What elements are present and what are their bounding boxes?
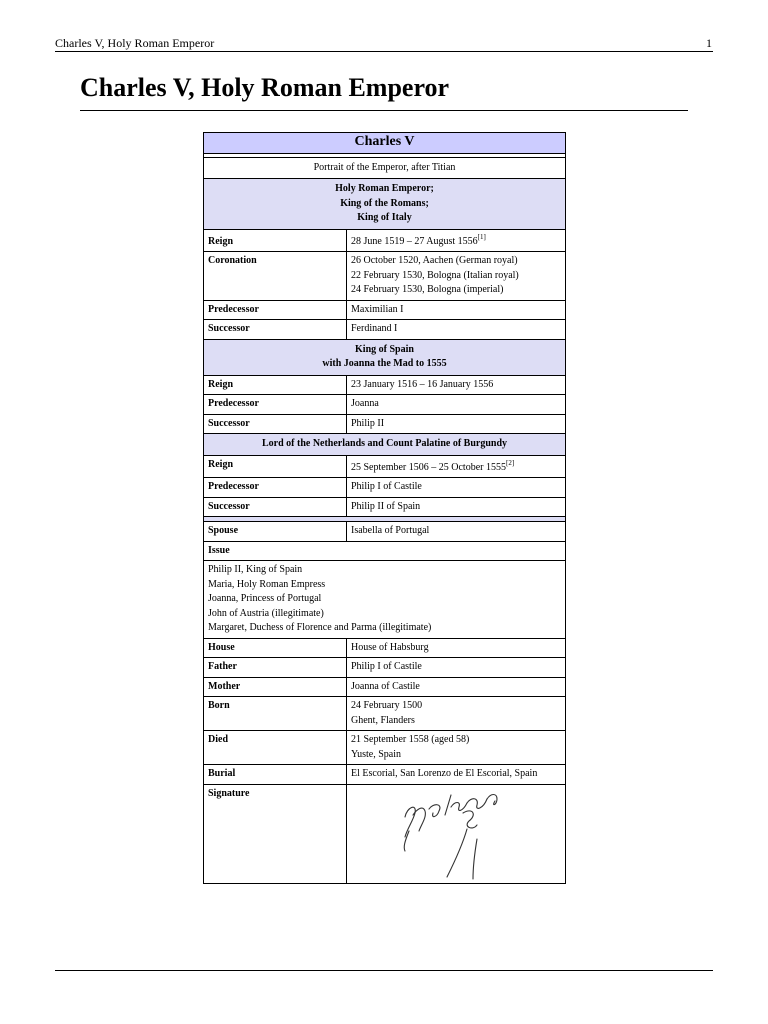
row-value: Joanna bbox=[347, 395, 566, 415]
section-title-line: King of Italy bbox=[357, 212, 412, 223]
row-value: Isabella of Portugal bbox=[347, 522, 566, 542]
row-value: Ferdinand I bbox=[347, 320, 566, 340]
image-caption: Portrait of the Emperor, after Titian bbox=[204, 157, 566, 179]
infobox-name: Charles V bbox=[204, 133, 566, 154]
section-title-line: Holy Roman Emperor; bbox=[335, 183, 434, 194]
issue-item: Maria, Holy Roman Empress bbox=[208, 578, 326, 590]
row-label: Predecessor bbox=[204, 478, 347, 498]
row-value bbox=[347, 697, 566, 731]
citation-link[interactable]: [2] bbox=[505, 458, 515, 467]
row-label: Reign bbox=[204, 375, 347, 395]
issue-item: John of Austria (illegitimate) bbox=[208, 607, 324, 619]
row-value: El Escorial, San Lorenzo de El Escorial, Spain bbox=[347, 765, 566, 785]
row-value: Joanna of Castile bbox=[347, 677, 566, 697]
issue-list bbox=[204, 561, 566, 639]
row-label: Father bbox=[204, 658, 347, 678]
row-label: Predecessor bbox=[204, 395, 347, 415]
issue-item: Joanna, Princess of Portugal bbox=[208, 593, 322, 604]
row-value: Philip I of Castile bbox=[347, 478, 566, 498]
row-signature bbox=[204, 784, 566, 883]
row-label: House bbox=[204, 638, 347, 658]
row-father bbox=[204, 658, 566, 678]
section-title-line: King of Spain bbox=[355, 343, 414, 355]
page-title: Charles V, Holy Roman Emperor bbox=[80, 72, 688, 111]
row-value: Maximilian I bbox=[347, 300, 566, 320]
row-label: Signature bbox=[204, 784, 347, 883]
reign-dates: 28 June 1519 – 27 August 1556 bbox=[351, 235, 478, 247]
row-died bbox=[204, 731, 566, 765]
row-spouse bbox=[204, 522, 566, 542]
row-label: Burial bbox=[204, 765, 347, 785]
running-header-title: Charles V, Holy Roman Emperor bbox=[55, 36, 215, 50]
row-mother bbox=[204, 677, 566, 697]
value-line: 22 February 1530, Bologna (Italian royal) bbox=[351, 269, 519, 281]
row-label-issue: Issue bbox=[204, 541, 566, 561]
row-value: Philip II bbox=[347, 414, 566, 434]
section-king-of-spain bbox=[204, 339, 566, 375]
row-predecessor bbox=[204, 478, 566, 498]
row-predecessor bbox=[204, 300, 566, 320]
issue-item: Margaret, Duchess of Florence and Parma (illegitimate) bbox=[208, 622, 432, 633]
row-value bbox=[347, 229, 566, 252]
row-reign bbox=[204, 375, 566, 395]
row-house bbox=[204, 638, 566, 658]
row-label: Coronation bbox=[204, 252, 347, 301]
row-label: Born bbox=[204, 697, 347, 731]
row-value bbox=[347, 252, 566, 301]
row-reign bbox=[204, 229, 566, 252]
row-value: House of Habsburg bbox=[347, 638, 566, 658]
section-lord-of-the-netherlands: Lord of the Netherlands and Count Palatine of Burgundy bbox=[204, 434, 566, 456]
row-label: Predecessor bbox=[204, 300, 347, 320]
footer-rule bbox=[55, 970, 713, 971]
signature-image bbox=[347, 785, 565, 883]
row-label: Mother bbox=[204, 677, 347, 697]
issue-item: Philip II, King of Spain bbox=[208, 564, 303, 575]
section-title-line: King of the Romans; bbox=[340, 197, 429, 209]
section-title-line: with Joanna the Mad to 1555 bbox=[322, 358, 447, 369]
row-label: Successor bbox=[204, 320, 347, 340]
row-value: 23 January 1516 – 16 January 1556 bbox=[347, 375, 566, 395]
value-line: Yuste, Spain bbox=[351, 748, 401, 760]
row-label: Died bbox=[204, 731, 347, 765]
row-label: Spouse bbox=[204, 522, 347, 542]
value-line: 26 October 1520, Aachen (German royal) bbox=[351, 255, 518, 266]
row-label: Reign bbox=[204, 455, 347, 478]
value-line: 24 February 1530, Bologna (imperial) bbox=[351, 284, 504, 295]
signature-cell bbox=[347, 784, 566, 883]
value-line: Ghent, Flanders bbox=[351, 714, 415, 726]
row-successor bbox=[204, 414, 566, 434]
running-header bbox=[55, 35, 713, 52]
value-line: 24 February 1500 bbox=[351, 700, 423, 711]
value-line: 21 September 1558 (aged 58) bbox=[351, 734, 470, 745]
row-reign bbox=[204, 455, 566, 478]
row-label: Reign bbox=[204, 229, 347, 252]
section-holy-roman-emperor bbox=[204, 179, 566, 230]
citation-link[interactable]: [1] bbox=[477, 232, 486, 241]
row-burial bbox=[204, 765, 566, 785]
row-successor bbox=[204, 320, 566, 340]
page-number: 1 bbox=[706, 36, 712, 50]
row-value: Philip I of Castile bbox=[347, 658, 566, 678]
row-value: Philip II of Spain bbox=[347, 497, 566, 517]
row-label: Successor bbox=[204, 414, 347, 434]
infobox bbox=[203, 132, 566, 884]
row-successor bbox=[204, 497, 566, 517]
row-born bbox=[204, 697, 566, 731]
reign-dates: 25 September 1506 – 25 October 1555 bbox=[351, 461, 506, 473]
row-coronation bbox=[204, 252, 566, 301]
row-value bbox=[347, 731, 566, 765]
row-value bbox=[347, 455, 566, 478]
row-label: Successor bbox=[204, 497, 347, 517]
row-predecessor bbox=[204, 395, 566, 415]
